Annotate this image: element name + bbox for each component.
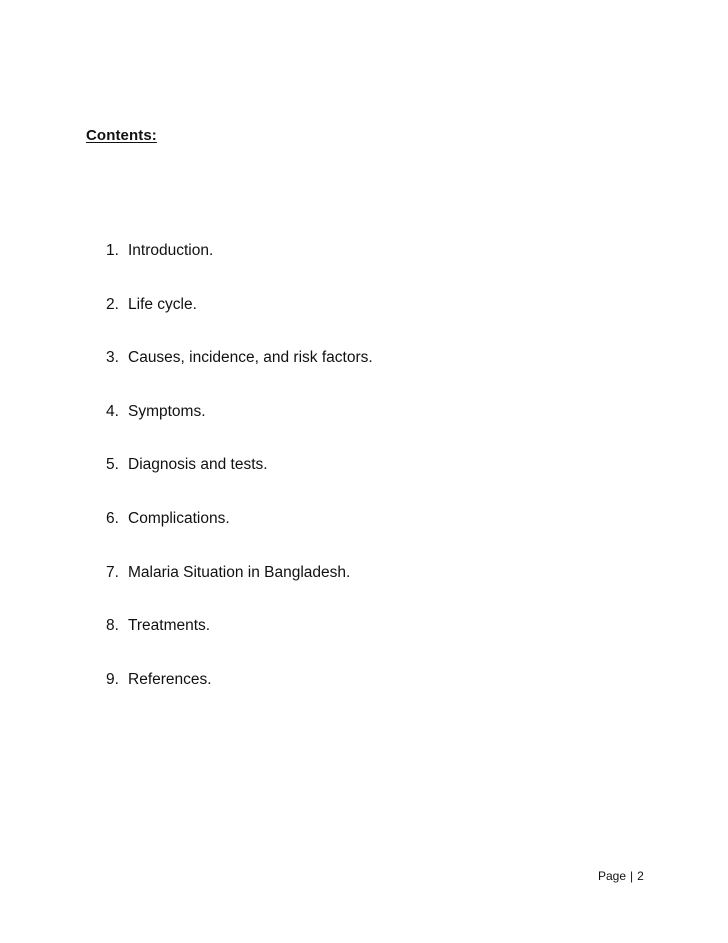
toc-item-text: Treatments. bbox=[128, 617, 211, 635]
toc-item-introduction bbox=[106, 241, 373, 295]
toc-item-diagnosis bbox=[106, 455, 373, 509]
toc-item-text: Life cycle. bbox=[128, 295, 197, 313]
toc-item-text: Introduction. bbox=[128, 242, 214, 259]
toc-item-number: 4. bbox=[106, 402, 119, 420]
toc-item-number: 2. bbox=[106, 295, 119, 313]
toc-item-text: Complications. bbox=[128, 509, 230, 527]
page-number: 2 bbox=[637, 869, 644, 883]
toc-item-text: Symptoms. bbox=[128, 402, 206, 420]
table-of-contents bbox=[106, 241, 373, 723]
toc-item-text: Diagnosis and tests. bbox=[128, 456, 268, 474]
toc-item-number: 6. bbox=[106, 509, 119, 527]
toc-item-treatments bbox=[106, 616, 373, 670]
contents-heading: Contents: bbox=[86, 127, 157, 144]
page-footer bbox=[598, 868, 644, 884]
toc-item-number: 1. bbox=[106, 242, 119, 259]
toc-item-number: 9. bbox=[106, 670, 119, 688]
toc-item-text: Causes, incidence, and risk factors. bbox=[128, 349, 373, 367]
footer-separator: | bbox=[630, 869, 634, 883]
toc-item-number: 5. bbox=[106, 456, 119, 474]
toc-item-causes bbox=[106, 348, 373, 402]
page-label: Page bbox=[598, 869, 627, 883]
toc-item-number: 3. bbox=[106, 349, 119, 367]
toc-item-number: 7. bbox=[106, 563, 119, 581]
toc-item-number: 8. bbox=[106, 617, 119, 635]
toc-item-life-cycle bbox=[106, 295, 373, 349]
toc-item-references bbox=[106, 670, 373, 724]
toc-item-malaria-situation bbox=[106, 563, 373, 617]
toc-item-symptoms bbox=[106, 402, 373, 456]
toc-item-text: References. bbox=[128, 670, 212, 688]
toc-item-complications bbox=[106, 509, 373, 563]
toc-item-text: Malaria Situation in Bangladesh. bbox=[128, 563, 351, 581]
